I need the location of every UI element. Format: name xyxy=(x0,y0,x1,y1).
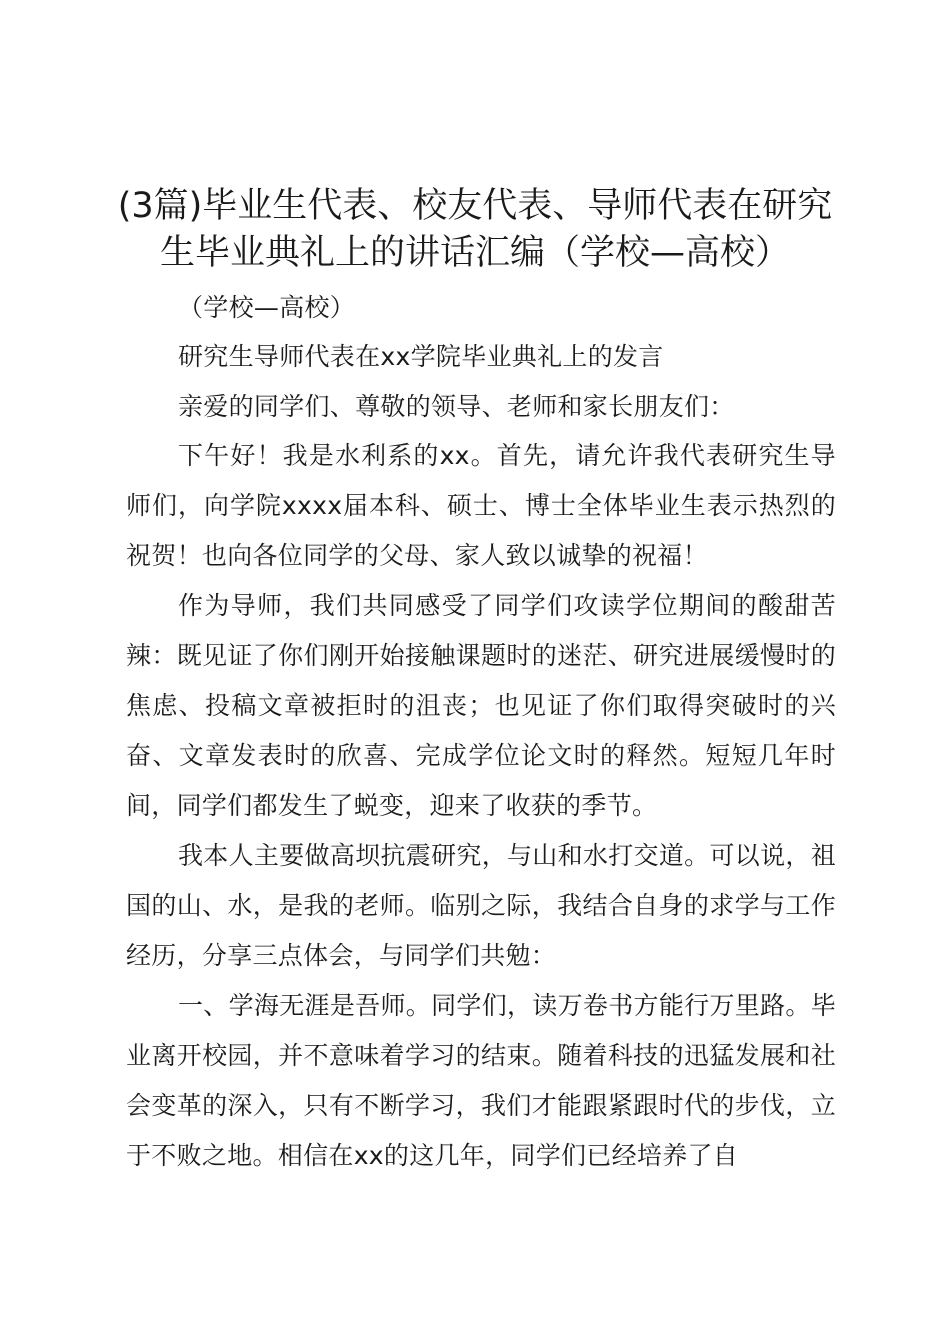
document-subtitle: （学校—高校） xyxy=(178,293,356,322)
paragraph-greeting: 下午好！我是水利系的xx。首先，请允许我代表研究生导师们，向学院xxxx届本科、硕士、博士全体毕业生表示热烈的祝贺！也向各位同学的父母、家人致以诚挚的祝福！ xyxy=(126,441,836,570)
paragraph-research: 我本人主要做高坝抗震研究，与山和水打交道。可以说，祖国的山、水，是我的老师。临别之际，我结合自身的求学与工作经历，分享三点体会，与同学们共勉： xyxy=(126,841,836,970)
salutation: 亲爱的同学们、尊敬的领导、老师和家长朋友们： xyxy=(178,392,735,421)
speech-title: 研究生导师代表在xx学院毕业典礼上的发言 xyxy=(178,342,664,371)
document-title: (3篇)毕业生代表、校友代表、导师代表在研究生毕业典礼上的讲话汇编（学校—高校） xyxy=(117,186,833,273)
paragraph-mentor: 作为导师，我们共同感受了同学们攻读学位期间的酸甜苦辣：既见证了你们刚开始接触课题时的迷茫、研究进展缓慢时的焦虑、投稿文章被拒时的沮丧；也见证了你们取得突破时的兴奋、文章发表时的欣喜、完成学位论文时的释然。短短几年时间，同学们都发生了蜕变，迎来了收获的季节。 xyxy=(126,591,836,820)
paragraph-point-one: 一、学海无涯是吾师。同学们，读万卷书方能行万里路。毕业离开校园，并不意味着学习的结束。随着科技的迅猛发展和社会变革的深入，只有不断学习，我们才能跟紧跟时代的步伐，立于不败之地。相信在xx的这几年，同学们已经培养了自 xyxy=(126,991,836,1170)
